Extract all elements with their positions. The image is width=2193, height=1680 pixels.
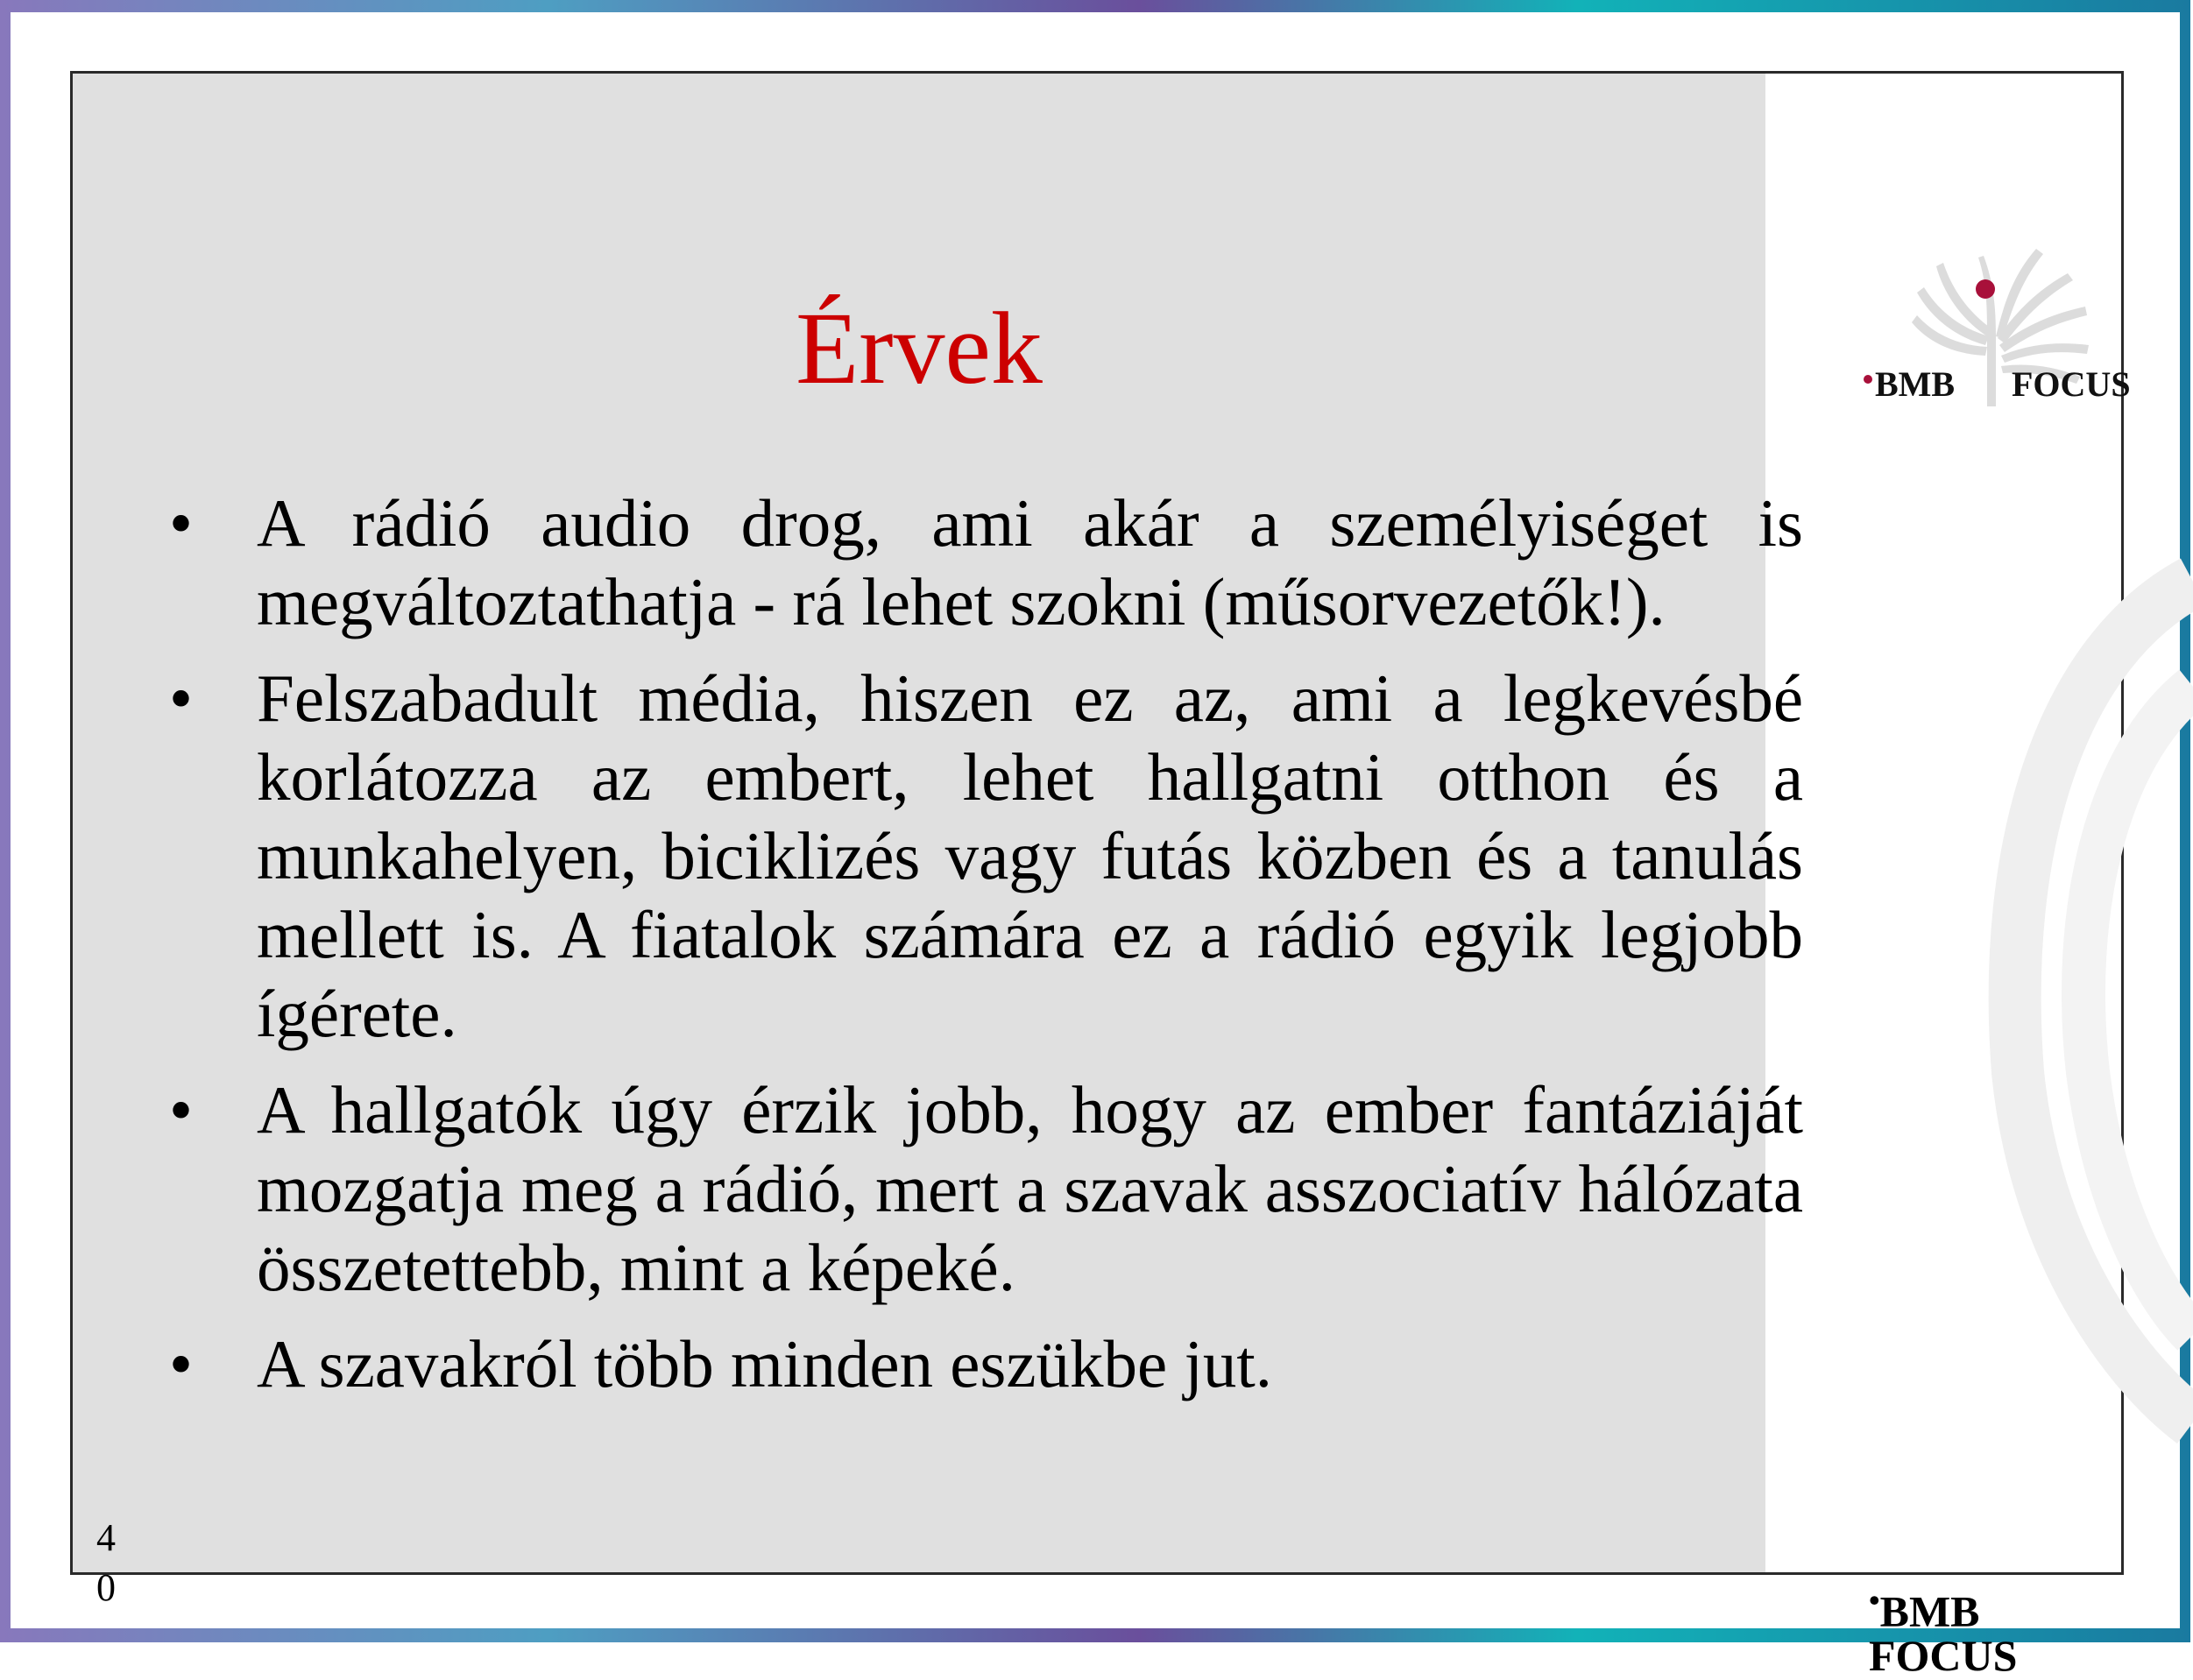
bmb-focus-fan-logo-icon [1856, 205, 2145, 415]
logo-bottom [1869, 1583, 2121, 1680]
logo-top-left-text: BMB [1875, 364, 1956, 404]
bullet-text: A hallgatók úgy érzik jobb, hogy az ember fantáziáját mozgatja meg a rádió, mert a szavak asszociatív hálózata összetettebb, mint a képeké. [257, 1072, 1803, 1305]
bullet-symbol: • [169, 1072, 193, 1147]
bullet-item [169, 1324, 1803, 1403]
bullet-text: Felszabadult média, hiszen ez az, ami a legkevésbé korlátozza az embert, lehet hallgatni otthon és a munkahelyen, biciklizés vagy futás közben és a tanulás mellett is. A fiatalok számára ez a rádió egyik legjobb ígérete. [257, 660, 1803, 1051]
slide-title: Érvek [796, 291, 1043, 406]
bullet-symbol: • [169, 1326, 193, 1401]
watermark-arcs-icon [1843, 582, 2193, 1458]
bullet-item [169, 1070, 1803, 1307]
bullet-symbol: • [169, 485, 193, 561]
bullet-item [169, 659, 1803, 1053]
logo-bottom-dot: • [1869, 1583, 1880, 1618]
bullet-list [169, 484, 1803, 1421]
bullet-item [169, 484, 1803, 641]
bullet-symbol: • [169, 660, 193, 736]
slide [70, 71, 2131, 1680]
logo-red-dot-icon [1976, 279, 1995, 299]
logo-top-right-text: FOCUS [2012, 364, 2131, 404]
page-number: 40 [96, 1516, 116, 1609]
bullet-text: A szavakról több minden eszükbe jut. [257, 1326, 1273, 1401]
logo-bottom-text: BMB FOCUS [1869, 1586, 2018, 1680]
bullet-text: A rádió audio drog, ami akár a személyiséget is megváltoztathatja - rá lehet szokni (műsorvezetők!). [257, 485, 1803, 639]
content-area [73, 74, 1803, 1572]
